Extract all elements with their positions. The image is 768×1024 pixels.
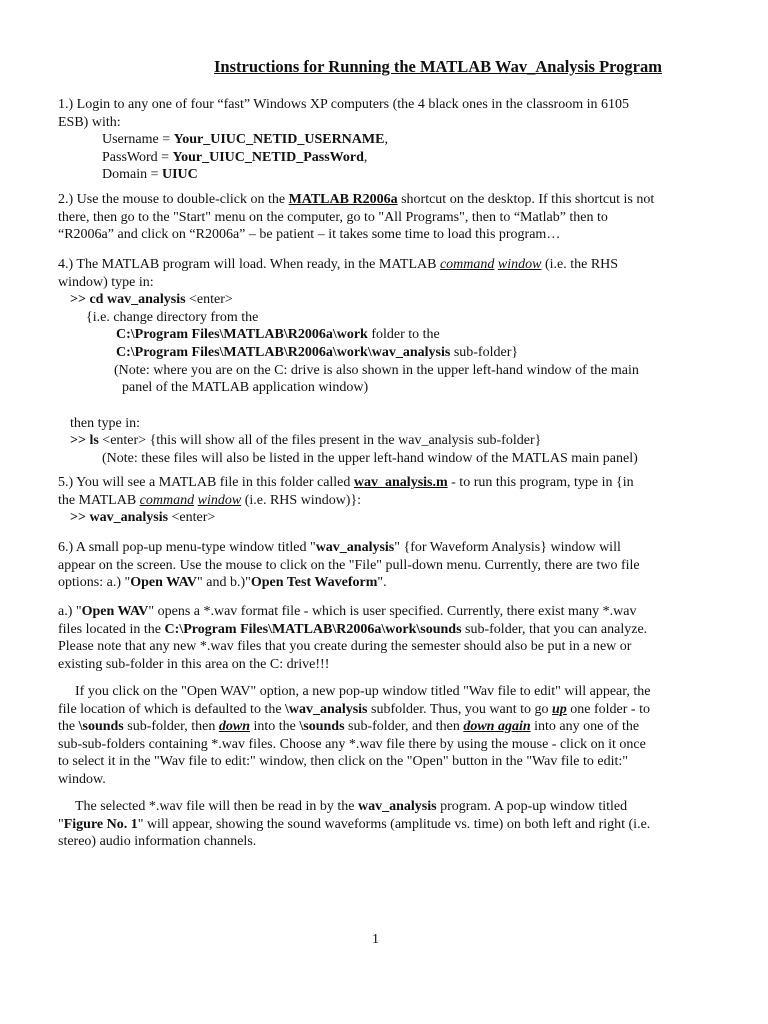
step-6-popup-menu: 6.) A small pop-up menu-type window titled "wav_analysis" {for Waveform Analysis} window will appear on the screen. Use the mouse to click on the "File" pull-down menu. Currently, there are two file options: a.) "Open WAV" and b.)"Open Test Waveform". [58, 540, 640, 591]
command-wav-analysis: >> wav_analysis <enter> [70, 510, 216, 526]
command-ls: >> ls <enter> {this will show all of the files present in the wav_analysis sub-folder} [70, 433, 542, 449]
domain-line: Domain = UIUC [102, 167, 198, 183]
username-line: Username = Your_UIUC_NETID_USERNAME, [102, 132, 388, 148]
step-2-launch: 2.) Use the mouse to double-click on the MATLAB R2006a shortcut on the desktop. If this shortcut is not there, then go to the "Start" menu on the computer, go to "All Programs", then to “Matlab” then to “R2006a” and click on “R2006a” – be patient – it takes some time to load this program… [58, 192, 655, 243]
step-5-run-program: 5.) You will see a MATLAB file in this folder called wav_analysis.m - to run this program, type in {in the MATLAB command window (i.e. RHS window)}: >> wav_analysis <enter> [58, 474, 718, 527]
option-a-open-wav: a.) "Open WAV" opens a *.wav format file - which is user specified. Currently, there exist many *.wav files located in the C:\Program Files\MATLAB\R2006a\work\sounds sub-folder, that you can analyze. Please note that any new *.wav files that you create during the semester should also be put in a new or existing sub-folder in this area on the C: drive!!! [58, 604, 648, 672]
open-wav-navigation: If you click on the "Open WAV" option, a new pop-up window titled "Wav file to edit" will appear, the file location of which is defaulted to the \wav_analysis subfolder. Thus, you want to go up one folder - to the \sounds sub-folder, then down into the \sounds sub-folder, and then down again into any one of the sub-sub-folders containing *.wav files. Choose any *.wav file there by using the mouse - click on it once to select it in the "Wav file to edit:" window, then click on the "Open" button in the "Wav file to edit:" window. [58, 684, 651, 787]
step-4-change-directory: 4.) The MATLAB program will load. When ready, in the MATLAB command window (i.e. the RHS window) type in: >> cd wav_analysis <enter> {i.e. change directory from the C:\Program Files\MATLAB\R2006a\work folder to the C:\Program Files\MATLAB\R2006a\work\wav_analysis sub-folder} (Note: where you are on the C: drive is also shown in the upper left-hand window of the main panel of the MATLAB application window) then type in: >> ls <enter> {this will show all of the files present in the wav_analysis sub-folder} (Note: these files will also be listed in the upper left-hand window of the MATLAS main panel) [58, 256, 718, 468]
page-number: 1 [372, 932, 379, 947]
document-title: Instructions for Running the MATLAB Wav_Analysis Program [214, 57, 662, 76]
password-line: PassWord = Your_UIUC_NETID_PassWord, [102, 149, 368, 165]
command-cd: >> cd wav_analysis <enter> [70, 292, 233, 308]
figure-window-description: The selected *.wav file will then be read in by the wav_analysis program. A pop-up window titled "Figure No. 1" will appear, showing the sound waveforms (amplitude vs. time) on both left and right (i.e. stereo) audio information channels. [58, 799, 651, 850]
step-1-login: 1.) Login to any one of four “fast” Windows XP computers (the 4 black ones in the classroom in 6105 ESB) with: Username = Your_UIUC_NETID_USERNAME, PassWord = Your_UIUC_NETID_PassWord, Domain = UIUC [58, 96, 718, 184]
matlab-shortcut-name: MATLAB R2006a [288, 192, 398, 207]
